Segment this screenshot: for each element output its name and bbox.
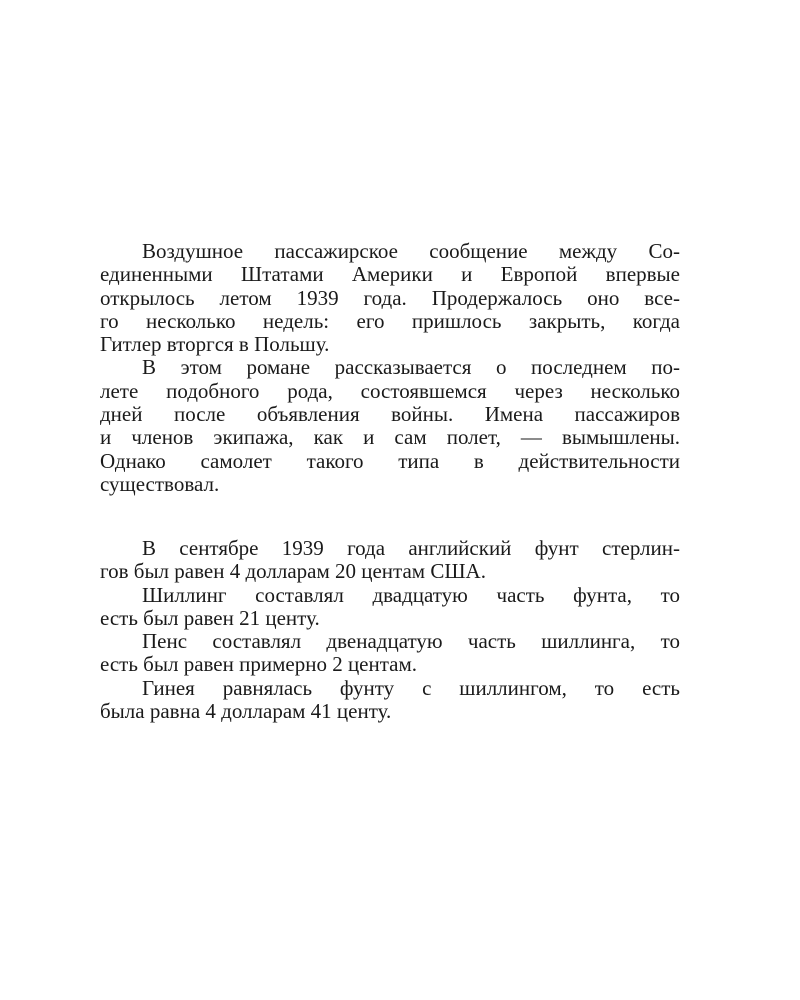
currency-note-block — [100, 537, 680, 723]
currency-paragraph-4 — [100, 677, 680, 724]
intro-paragraph-1 — [100, 240, 680, 356]
text-line: В сентябре 1939 года английский фунт стерлин- — [142, 536, 680, 560]
text-line: дней после объявления войны. Имена пассажиров — [100, 402, 680, 427]
text-line: лете подобного рода, состоявшемся через несколько — [100, 378, 680, 403]
text-line: Воздушное пассажирское сообщение между Со- — [142, 239, 680, 263]
currency-paragraph-3 — [100, 630, 680, 677]
intro-text-block — [100, 240, 680, 496]
text-line: есть был равен примерно 2 центам. — [100, 652, 418, 677]
text-line: Гитлер вторгся в Польшу. — [100, 332, 330, 357]
text-line: Гинея равнялась фунту с шиллингом, то есть — [142, 675, 680, 700]
text-line: гов был равен 4 долларам 20 центам США. — [100, 559, 486, 584]
text-line: го несколько недель: его пришлось закрыть, когда — [100, 308, 680, 333]
text-line: Пенс составлял двенадцатую часть шиллинга, то — [142, 629, 680, 654]
intro-paragraph-2 — [100, 356, 680, 496]
text-line: Однако самолет такого типа в действительности — [100, 448, 680, 473]
text-line: В этом романе рассказывается о последнем по- — [142, 355, 680, 380]
currency-paragraph-2 — [100, 584, 680, 631]
text-line: открылось летом 1939 года. Продержалось оно все- — [100, 285, 680, 310]
text-line: единенными Штатами Америки и Европой впервые — [100, 262, 680, 287]
text-line: была равна 4 долларам 41 центу. — [100, 699, 392, 724]
text-line: есть был равен 21 центу. — [100, 605, 320, 630]
currency-paragraph-1 — [100, 537, 680, 584]
text-line: и членов экипажа, как и сам полет, — вымышлены. — [100, 425, 680, 450]
text-line: существовал. — [100, 471, 220, 496]
text-line: Шиллинг составлял двадцатую часть фунта, то — [142, 582, 680, 607]
